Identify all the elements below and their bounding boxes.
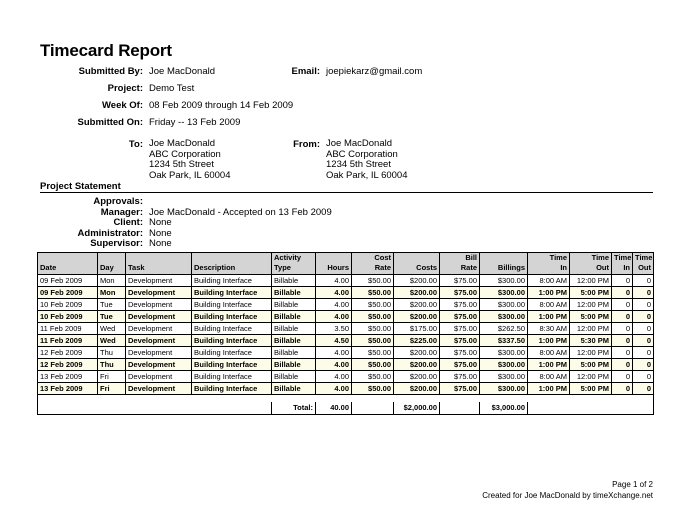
- table-cell: Wed: [98, 335, 126, 347]
- column-header: Activity Type: [272, 253, 316, 275]
- table-cell: Thu: [98, 359, 126, 371]
- table-cell: Thu: [98, 347, 126, 359]
- table-cell: $200.00: [394, 311, 440, 323]
- table-cell: Building Interface: [192, 335, 272, 347]
- table-cell: $175.00: [394, 323, 440, 335]
- table-cell: 8:00 AM: [528, 347, 570, 359]
- table-row: [38, 275, 654, 287]
- table-cell: Billable: [272, 347, 316, 359]
- table-cell: $75.00: [440, 311, 480, 323]
- table-cell: $50.00: [352, 359, 394, 371]
- footer-credit: Created for Joe MacDonald by timeXchange.net: [482, 491, 653, 500]
- table-cell: 8:00 AM: [528, 275, 570, 287]
- totals-hours: 40.00: [316, 402, 352, 415]
- table-cell: Development: [126, 275, 192, 287]
- table-cell: 4.00: [316, 371, 352, 383]
- footer-page-number: Page 1 of 2: [612, 480, 653, 489]
- table-cell: $75.00: [440, 287, 480, 299]
- table-cell: 10 Feb 2009: [38, 299, 98, 311]
- meta-value-week-of: 08 Feb 2009 through 14 Feb 2009: [149, 100, 294, 111]
- approval-label-administrator: Administrator:: [77, 227, 143, 239]
- meta-label-submitted-by: Submitted By:: [78, 66, 143, 77]
- table-cell: 1:00 PM: [528, 287, 570, 299]
- table-cell: 12:00 PM: [570, 347, 612, 359]
- table-cell: $300.00: [480, 347, 528, 359]
- table-cell: Development: [126, 383, 192, 395]
- totals-spacer-cell: [38, 395, 654, 403]
- table-cell: 8:30 AM: [528, 323, 570, 335]
- to-label: To:: [128, 139, 143, 150]
- from-address: Joe MacDonald ABC Corporation 1234 5th Street Oak Park, IL 60004: [326, 138, 408, 181]
- section-heading-project-statement: Project Statement: [40, 181, 121, 192]
- table-cell: 4.00: [316, 359, 352, 371]
- table-cell: $300.00: [480, 359, 528, 371]
- table-cell: 0: [633, 347, 654, 359]
- table-cell: Mon: [98, 287, 126, 299]
- table-cell: 0: [612, 371, 633, 383]
- table-cell: Billable: [272, 299, 316, 311]
- table-cell: $75.00: [440, 275, 480, 287]
- table-cell: Building Interface: [192, 323, 272, 335]
- meta-row: [0, 100, 675, 117]
- table-cell: 10 Feb 2009: [38, 311, 98, 323]
- table-cell: $300.00: [480, 371, 528, 383]
- table-cell: $50.00: [352, 347, 394, 359]
- table-cell: Development: [126, 287, 192, 299]
- approval-row: [0, 228, 675, 239]
- table-cell: $75.00: [440, 371, 480, 383]
- table-cell: 0: [633, 323, 654, 335]
- table-cell: Building Interface: [192, 371, 272, 383]
- table-cell: Fri: [98, 371, 126, 383]
- table-cell: 0: [633, 311, 654, 323]
- table-cell: $337.50: [480, 335, 528, 347]
- table-cell: Development: [126, 371, 192, 383]
- table-cell: 4.00: [316, 383, 352, 395]
- totals-row: [38, 402, 654, 415]
- meta-row: [0, 66, 675, 83]
- table-cell: $50.00: [352, 287, 394, 299]
- table-cell: Building Interface: [192, 287, 272, 299]
- table-cell: 0: [633, 275, 654, 287]
- meta-value-submitted-by: Joe MacDonald: [149, 66, 216, 77]
- meta-label-email: Email:: [291, 66, 320, 77]
- table-cell: $75.00: [440, 359, 480, 371]
- approval-row: [0, 207, 675, 218]
- approval-label-supervisor: Supervisor:: [90, 238, 143, 249]
- column-header: Costs: [394, 253, 440, 275]
- table-cell: 4.00: [316, 311, 352, 323]
- totals-costs: $2,000.00: [394, 402, 440, 415]
- table-cell: 0: [612, 311, 633, 323]
- to-address: Joe MacDonald ABC Corporation 1234 5th Street Oak Park, IL 60004: [149, 138, 231, 181]
- table-body: [38, 275, 654, 395]
- table-row: [38, 311, 654, 323]
- table-cell: 0: [612, 347, 633, 359]
- table-cell: 09 Feb 2009: [38, 275, 98, 287]
- table-cell: Billable: [272, 359, 316, 371]
- totals-billings: $3,000.00: [480, 402, 528, 415]
- table-cell: 09 Feb 2009: [38, 287, 98, 299]
- column-header: Hours: [316, 253, 352, 275]
- meta-row: [0, 83, 675, 100]
- table-cell: Building Interface: [192, 359, 272, 371]
- table-cell: $75.00: [440, 299, 480, 311]
- table-cell: 5:00 PM: [570, 287, 612, 299]
- table-cell: 1:00 PM: [528, 383, 570, 395]
- table-cell: $75.00: [440, 383, 480, 395]
- table-cell: $200.00: [394, 299, 440, 311]
- table-cell: $50.00: [352, 323, 394, 335]
- table-cell: 12:00 PM: [570, 323, 612, 335]
- table-cell: $300.00: [480, 383, 528, 395]
- totals-spacer-row: [38, 395, 654, 403]
- table-cell: Building Interface: [192, 275, 272, 287]
- table-cell: $75.00: [440, 323, 480, 335]
- meta-label-week-of: Week Of:: [101, 100, 143, 111]
- approval-value-supervisor: None: [149, 238, 172, 249]
- table-cell: 12:00 PM: [570, 371, 612, 383]
- table-cell: $50.00: [352, 371, 394, 383]
- table-cell: Development: [126, 299, 192, 311]
- table-cell: $200.00: [394, 359, 440, 371]
- table-row: [38, 323, 654, 335]
- table-cell: 0: [612, 383, 633, 395]
- meta-value-project: Demo Test: [149, 83, 195, 94]
- from-label: From:: [293, 139, 320, 150]
- table-cell: 5:30 PM: [570, 335, 612, 347]
- column-header: Task: [126, 253, 192, 275]
- table-cell: 4.00: [316, 299, 352, 311]
- table-cell: $300.00: [480, 275, 528, 287]
- table-cell: Building Interface: [192, 383, 272, 395]
- table-cell: Tue: [98, 311, 126, 323]
- table-cell: $200.00: [394, 383, 440, 395]
- table-cell: 8:00 AM: [528, 299, 570, 311]
- approval-row: [0, 238, 675, 249]
- table-cell: 11 Feb 2009: [38, 323, 98, 335]
- table-cell: Tue: [98, 299, 126, 311]
- table-cell: 13 Feb 2009: [38, 383, 98, 395]
- approvals-block: [0, 196, 675, 249]
- column-header: Time Out: [633, 253, 654, 275]
- table-cell: 4.00: [316, 287, 352, 299]
- table-cell: 5:00 PM: [570, 359, 612, 371]
- table-cell: 5:00 PM: [570, 311, 612, 323]
- table-cell: Wed: [98, 323, 126, 335]
- table-cell: Mon: [98, 275, 126, 287]
- meta-label-submitted-on: Submitted On:: [77, 117, 143, 128]
- table-cell: 0: [612, 299, 633, 311]
- meta-row: [0, 117, 675, 134]
- table-cell: $225.00: [394, 335, 440, 347]
- table-cell: $50.00: [352, 311, 394, 323]
- column-header: Day: [98, 253, 126, 275]
- table-cell: 12 Feb 2009: [38, 359, 98, 371]
- table-header: [38, 253, 654, 275]
- column-header: Bill Rate: [440, 253, 480, 275]
- timecard-table-wrap: [37, 252, 653, 415]
- totals-blank-bill-rate: [440, 402, 480, 415]
- report-meta-block: [0, 66, 675, 134]
- table-cell: $50.00: [352, 335, 394, 347]
- totals-blank-cost-rate: [352, 402, 394, 415]
- approval-label-manager: Manager:: [100, 206, 143, 218]
- table-cell: $50.00: [352, 383, 394, 395]
- table-cell: $262.50: [480, 323, 528, 335]
- table-cell: 0: [612, 335, 633, 347]
- table-cell: $200.00: [394, 287, 440, 299]
- table-cell: 3.50: [316, 323, 352, 335]
- totals-label: Total:: [272, 402, 316, 415]
- table-cell: $200.00: [394, 275, 440, 287]
- table-cell: 4.00: [316, 347, 352, 359]
- table-cell: $200.00: [394, 347, 440, 359]
- table-cell: 0: [633, 359, 654, 371]
- table-row: [38, 299, 654, 311]
- column-header: Description: [192, 253, 272, 275]
- table-cell: Development: [126, 347, 192, 359]
- table-totals: [38, 395, 654, 415]
- table-cell: Billable: [272, 335, 316, 347]
- table-cell: Billable: [272, 383, 316, 395]
- table-cell: Building Interface: [192, 347, 272, 359]
- approvals-heading-row: [0, 196, 675, 207]
- table-row: [38, 335, 654, 347]
- timecard-table: [37, 252, 654, 415]
- table-cell: Billable: [272, 371, 316, 383]
- approval-value-administrator: None: [149, 227, 172, 239]
- table-cell: 12:00 PM: [570, 299, 612, 311]
- approval-label-client: Client:: [113, 217, 143, 228]
- column-header: Time In: [528, 253, 570, 275]
- table-cell: Development: [126, 323, 192, 335]
- table-cell: Development: [126, 359, 192, 371]
- table-cell: 13 Feb 2009: [38, 371, 98, 383]
- table-cell: Billable: [272, 287, 316, 299]
- table-cell: 0: [612, 275, 633, 287]
- table-cell: $50.00: [352, 299, 394, 311]
- table-cell: $75.00: [440, 347, 480, 359]
- table-cell: 1:00 PM: [528, 359, 570, 371]
- table-cell: 12:00 PM: [570, 275, 612, 287]
- column-header: Cost Rate: [352, 253, 394, 275]
- table-cell: 0: [612, 287, 633, 299]
- table-cell: 0: [633, 383, 654, 395]
- table-cell: 12 Feb 2009: [38, 347, 98, 359]
- meta-label-project: Project:: [107, 83, 143, 94]
- totals-blank-right: [528, 402, 654, 415]
- table-cell: Billable: [272, 275, 316, 287]
- column-header: Date: [38, 253, 98, 275]
- table-cell: 1:00 PM: [528, 335, 570, 347]
- table-cell: Fri: [98, 383, 126, 395]
- table-cell: $200.00: [394, 371, 440, 383]
- table-cell: Building Interface: [192, 299, 272, 311]
- column-header: Time Out: [570, 253, 612, 275]
- approvals-heading: Approvals:: [93, 196, 143, 207]
- table-cell: Development: [126, 335, 192, 347]
- approval-value-manager: Joe MacDonald - Accepted on 13 Feb 2009: [149, 206, 332, 218]
- table-cell: Building Interface: [192, 311, 272, 323]
- table-cell: 8:00 AM: [528, 371, 570, 383]
- table-cell: 1:00 PM: [528, 311, 570, 323]
- column-header: Billings: [480, 253, 528, 275]
- table-cell: 0: [633, 335, 654, 347]
- totals-blank-left: [38, 402, 272, 415]
- section-divider: [40, 192, 653, 193]
- table-cell: 0: [633, 287, 654, 299]
- table-cell: $300.00: [480, 287, 528, 299]
- table-cell: 0: [633, 299, 654, 311]
- table-cell: 0: [612, 323, 633, 335]
- table-cell: Billable: [272, 323, 316, 335]
- table-cell: 4.00: [316, 275, 352, 287]
- table-header-row: [38, 253, 654, 275]
- table-cell: 0: [612, 359, 633, 371]
- table-cell: 4.50: [316, 335, 352, 347]
- page-title: Timecard Report: [40, 41, 172, 60]
- table-row: [38, 287, 654, 299]
- table-row: [38, 359, 654, 371]
- page-footer: [482, 479, 653, 501]
- table-cell: $300.00: [480, 311, 528, 323]
- table-cell: 5:00 PM: [570, 383, 612, 395]
- table-cell: Development: [126, 311, 192, 323]
- table-cell: 0: [633, 371, 654, 383]
- approval-value-client: None: [149, 217, 172, 228]
- table-row: [38, 347, 654, 359]
- table-cell: $75.00: [440, 335, 480, 347]
- table-cell: 11 Feb 2009: [38, 335, 98, 347]
- table-cell: Billable: [272, 311, 316, 323]
- table-row: [38, 371, 654, 383]
- table-cell: $300.00: [480, 299, 528, 311]
- meta-value-submitted-on: Friday -- 13 Feb 2009: [149, 117, 241, 128]
- table-cell: $50.00: [352, 275, 394, 287]
- meta-value-email: joepiekarz@gmail.com: [326, 66, 423, 77]
- approval-row: [0, 217, 675, 228]
- column-header: Time In: [612, 253, 633, 275]
- table-row: [38, 383, 654, 395]
